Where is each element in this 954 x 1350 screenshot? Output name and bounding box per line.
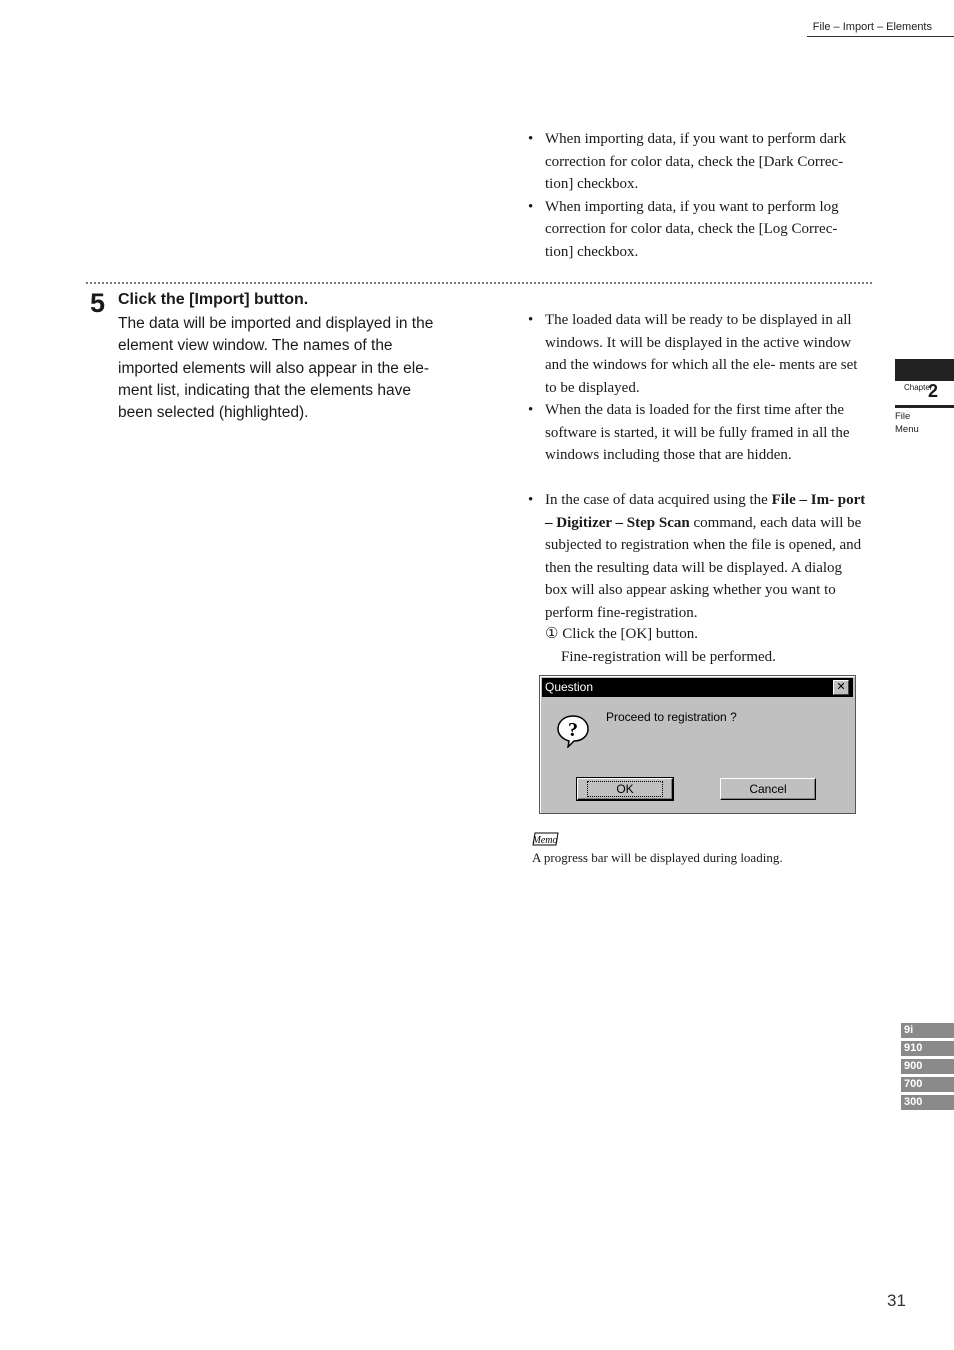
- bullet-text: When the data is loaded for the first time after the software is started, it will be fully framed in all the windows including those that are hidden.: [545, 402, 850, 463]
- model-tab-900: 900: [901, 1059, 954, 1074]
- dialog-message: Proceed to registration ?: [606, 710, 737, 724]
- memo-text: A progress bar will be displayed during loading.: [532, 850, 783, 865]
- registration-bullet-list: [528, 489, 868, 624]
- model-tab-300: 300: [901, 1095, 954, 1110]
- section-label-line: Menu: [895, 424, 919, 435]
- chapter-rule: [895, 405, 954, 408]
- model-tab-910: 910: [901, 1041, 954, 1056]
- chapter-label: Chapter: [904, 383, 933, 392]
- dialog-title: Question: [545, 680, 594, 694]
- sub-step-instruction: ① Click the [OK] button.: [545, 626, 699, 642]
- dotted-divider: [86, 282, 872, 284]
- list-item: • When importing data, if you want to perform log correction for color data, check the [Log Correc- tion] checkbox.: [528, 198, 839, 260]
- ok-button[interactable]: [577, 778, 673, 800]
- memo-icon-text: Memo: [532, 835, 558, 846]
- memo-icon: [532, 832, 559, 846]
- list-item: • The loaded data will be ready to be displayed in all windows. It will be displayed in the active window and the windows for which all the ele- ments are set to be displayed.: [528, 312, 858, 396]
- header-rule: [807, 36, 954, 37]
- question-dialog: [539, 675, 856, 814]
- dialog-titlebar: [542, 678, 853, 697]
- chapter-number: 2: [928, 381, 939, 401]
- bullet-text-post: command, each data will be subjected to registration when the file is opened, and then the resulting data will be displayed. A dialog box will also appear asking whether you want to perform fine-registration.: [545, 514, 862, 621]
- sub-step-result: Fine-registration will be performed.: [561, 649, 776, 665]
- list-item: • When the data is loaded for the first time after the software is started, it will be fully framed in all the windows including those that are hidden.: [528, 402, 850, 463]
- list-item: • When importing data, if you want to perform dark correction for color data, check the [Dark Correc- tion] checkbox.: [528, 131, 847, 192]
- svg-text:?: ?: [568, 719, 578, 741]
- step-title: Click the [Import] button.: [118, 291, 309, 308]
- bullet-text: When importing data, if you want to perform log correction for color data, check the [Log Correc- tion] checkbox.: [545, 198, 839, 260]
- section-label: [895, 410, 945, 436]
- step-body: The data will be imported and displayed in the element view window. The names of the imported elements will also appear in the ele- ment list, indicating that the elements have been selected (highlighted).: [118, 315, 434, 422]
- ok-button-label: OK: [587, 781, 662, 797]
- page-number: 31: [887, 1291, 906, 1310]
- bullet-text: When importing data, if you want to perform dark correction for color data, check the [Dark Correc- tion] checkbox.: [545, 131, 847, 192]
- bullet-text-pre: In the case of data acquired using the: [545, 492, 772, 508]
- close-icon[interactable]: ✕: [833, 680, 849, 695]
- step-number: 5: [90, 288, 106, 318]
- bullet-text: The loaded data will be ready to be displayed in all windows. It will be displayed in the active window and the windows for which all the ele- ments are set to be displayed.: [545, 312, 858, 396]
- running-header: File – Import – Elements: [812, 21, 932, 33]
- top-bullet-list: [528, 128, 868, 263]
- model-tab-700: 700: [901, 1077, 954, 1092]
- menu-command: File – Im- port – Digitizer – Step Scan: [545, 492, 866, 531]
- note-bullet-list: [528, 309, 868, 467]
- question-icon: [556, 714, 590, 748]
- model-tab-9i: 9i: [901, 1023, 954, 1038]
- cancel-button[interactable]: Cancel: [720, 778, 816, 800]
- model-tab-list: [901, 1023, 954, 1113]
- section-label-line: File: [895, 411, 911, 422]
- chapter-tab-bar: [895, 359, 954, 381]
- list-item: • In the case of data acquired using the File – Im- port – Digitizer – Step Scan command, each data will be subjected to registration when the file is opened, and then the resulting data will be displayed. A dialog box will also appear asking whether you want to perform fine-registration.: [528, 492, 866, 621]
